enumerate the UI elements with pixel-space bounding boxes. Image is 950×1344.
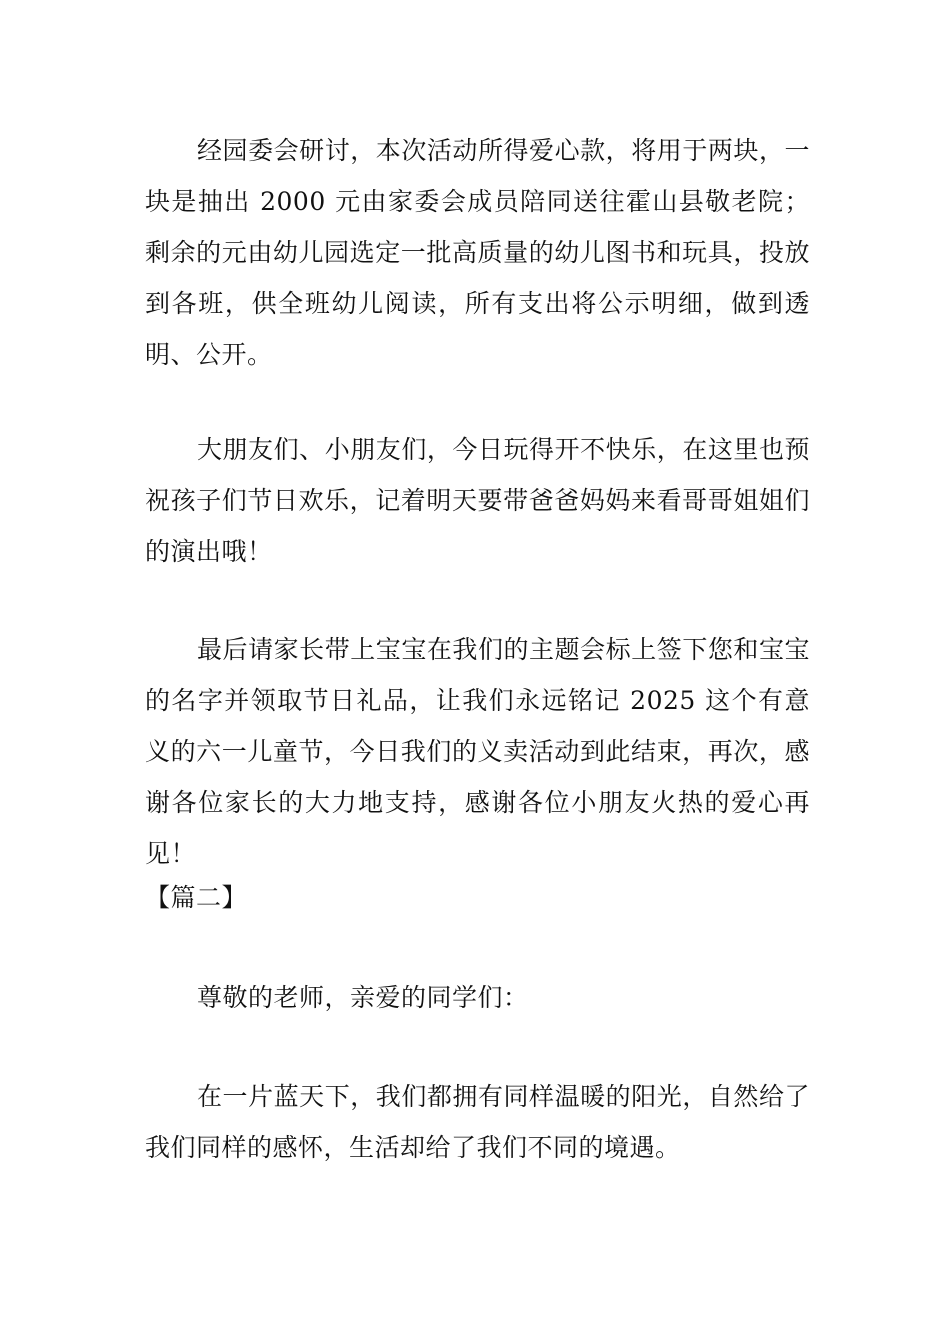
paragraph-greeting-children: 大朋友们、小朋友们，今日玩得开不快乐，在这里也预祝孩子们节日欢乐，记着明天要带爸爸妈妈来看哥哥姐姐们的演出哦！ xyxy=(145,435,810,566)
paragraph-closing-remarks: 最后请家长带上宝宝在我们的主题会标上签下您和宝宝的名字并领取节日礼品，让我们永远铭记 2025 这个有意义的六一儿童节，今日我们的义卖活动到此结束，再次，感谢各位家长的大力地支持，感谢各位小朋友火热的爱心再见！ xyxy=(145,635,810,868)
paragraph-donation-usage: 经园委会研讨，本次活动所得爱心款，将用于两块，一块是抽出 2000 元由家委会成员陪同送往霍山县敬老院；剩余的元由幼儿园选定一批高质量的幼儿图书和玩具，投放到各班，供全班幼儿阅读，所有支出将公示明细，做到透明、公开。 xyxy=(145,136,810,369)
section-heading: 【篇二】 xyxy=(145,883,248,912)
paragraph-opening: 在一片蓝天下，我们都拥有同样温暖的阳光，自然给了我们同样的感怀，生活却给了我们不同的境遇。 xyxy=(145,1082,810,1162)
paragraph-salutation: 尊敬的老师，亲爱的同学们： xyxy=(197,983,529,1012)
